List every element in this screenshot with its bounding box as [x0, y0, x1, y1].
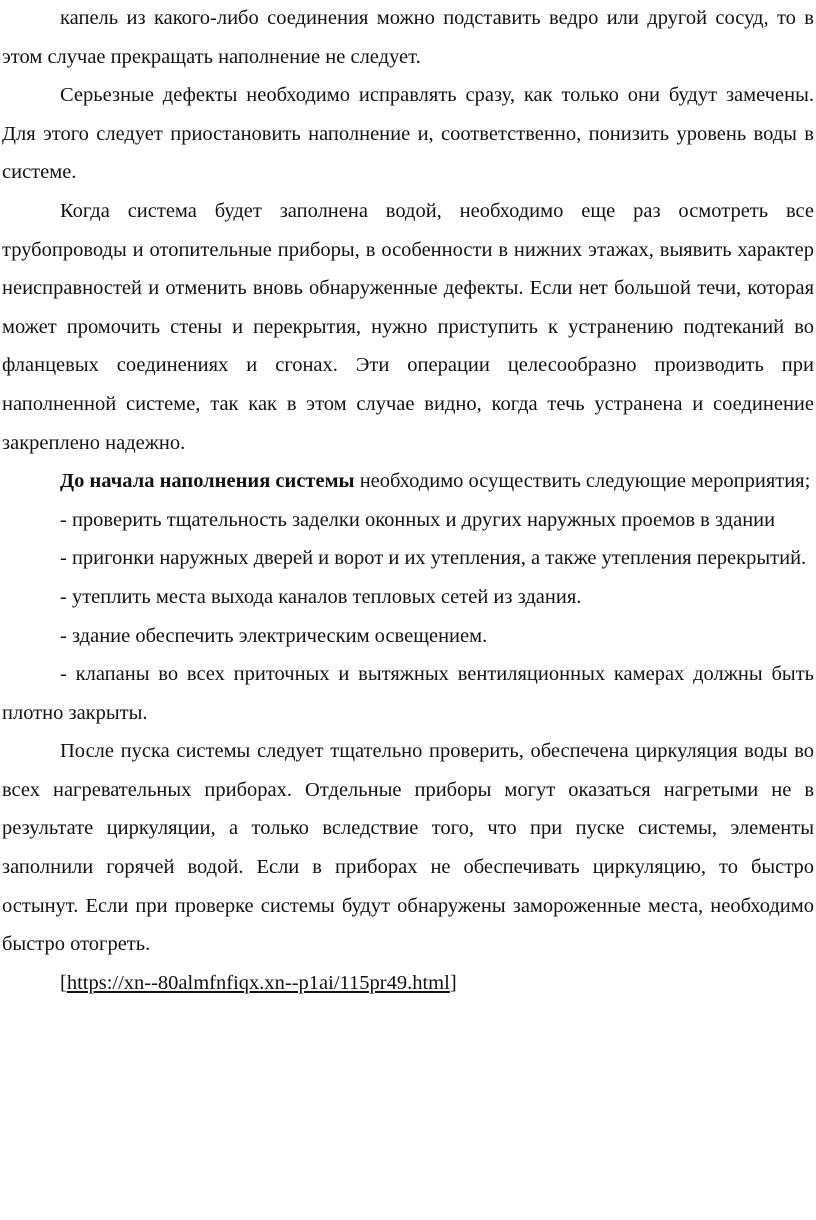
paragraph-4 [2, 462, 814, 501]
list-item-lighting: - здание обеспечить электрическим освещением. [60, 624, 488, 647]
paragraph-4-bold-lead: До начала наполнения системы [60, 470, 355, 493]
source-link[interactable]: https://xn--80almfnfiqx.xn--p1ai/115pr49.html [66, 971, 450, 994]
list-item-valves: - клапаны во всех приточных и вытяжных вентиляционных камерах должны быть плотно закрыты. [2, 663, 814, 724]
paragraph-1: капель из какого-либо соединения можно подставить ведро или другой сосуд, то в этом случае прекращать наполнение не следует. [2, 7, 814, 68]
paragraph-4-text: необходимо осуществить следующие мероприятия; [354, 470, 811, 493]
paragraph-2: Серьезные дефекты необходимо исправлять сразу, как только они будут замечены. Для этого следует приостановить наполнение и, соответственно, понизить уровень воды в системе. [2, 84, 814, 184]
source-bracket-open: [ [60, 971, 67, 994]
paragraph-after-start: После пуска системы следует тщательно проверить, обеспечена циркуляция воды во всех нагревательных приборах. Отдельные приборы могут оказаться нагретыми не в результате циркуляции, а только вследствие того, что при пуске системы, элементы заполнили горячей водой. Если в приборах не обеспечивать циркуляцию, то быстро остынут. Если при проверке системы будут обнаружены замороженные места, необходимо быстро отогреть. [2, 740, 814, 956]
list-item-channels: - утеплить места выхода каналов тепловых сетей из здания. [60, 585, 582, 608]
list-item-doors: - пригонки наружных дверей и ворот и их утепления, а также утепления перекрытий. [60, 547, 807, 570]
source-bracket-close: ] [449, 971, 457, 994]
list-item-windows: - проверить тщательность заделки оконных и других наружных проемов в здании [60, 508, 776, 531]
paragraph-3: Когда система будет заполнена водой, необходимо еще раз осмотреть все трубопроводы и отопительные приборы, в особенности в нижних этажах, выявить характер неисправностей и отменить вновь обнаруженные дефекты. Если нет большой течи, которая может промочить стены и перекрытия, нужно приступить к устранению подтеканий во фланцевых соединениях и сгонах. Эти операции целесообразно производить при наполненной системе, так как в этом случае видно, когда течь устранена и соединение закреплено надежно. [2, 199, 814, 454]
source-reference [2, 964, 814, 1003]
